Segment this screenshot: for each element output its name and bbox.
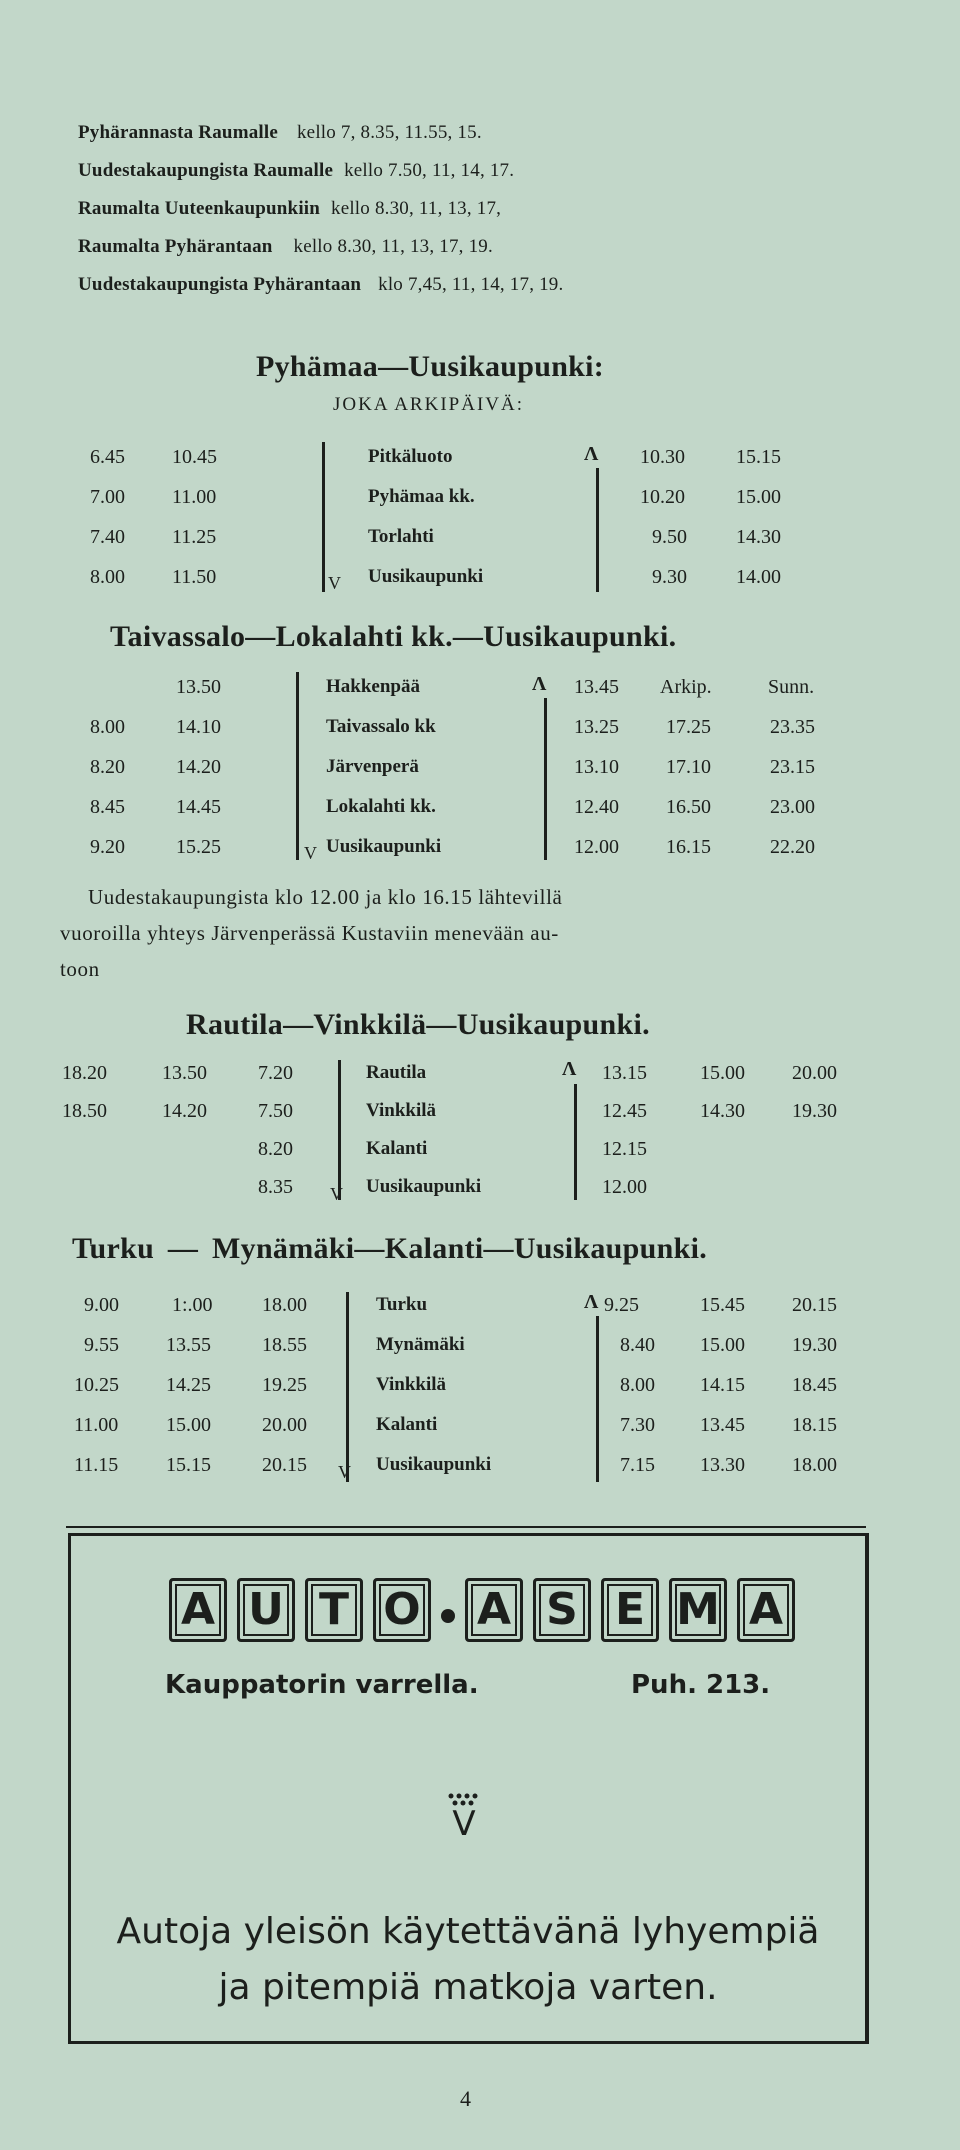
tai-right-4-2: 22.20 bbox=[770, 836, 815, 858]
logo-letter: S bbox=[533, 1578, 591, 1642]
rau-left-1-2: 7.50 bbox=[258, 1100, 293, 1122]
tai-station-4: Uusikaupunki bbox=[326, 836, 442, 857]
tur-station-1: Mynämäki bbox=[376, 1334, 465, 1355]
tur-right-1-2: 19.30 bbox=[792, 1334, 837, 1356]
tur-right-2-2: 18.45 bbox=[792, 1374, 837, 1396]
tai-right-1-2: 23.35 bbox=[770, 716, 815, 738]
tur-right-0-1: 15.45 bbox=[700, 1294, 745, 1316]
tur-right-4-2: 18.00 bbox=[792, 1454, 837, 1476]
tur-divider-left bbox=[346, 1292, 349, 1482]
tur-station-4: Uusikaupunki bbox=[376, 1454, 492, 1475]
tur-right-3-2: 18.15 bbox=[792, 1414, 837, 1436]
rau-left-0-1: 13.50 bbox=[162, 1062, 207, 1084]
tai-left-1-0: 8.00 bbox=[90, 716, 125, 738]
pyh-right-1-0: 10.20 bbox=[640, 486, 685, 508]
tai-left-3-0: 8.45 bbox=[90, 796, 125, 818]
tur-right-2-0: 8.00 bbox=[620, 1374, 655, 1396]
pyh-right-2-1: 14.30 bbox=[736, 526, 781, 548]
route-times: klo 7,45, 11, 14, 17, 19. bbox=[378, 274, 564, 295]
tai-right-3-0: 12.40 bbox=[574, 796, 619, 818]
logo-letter: M bbox=[669, 1578, 727, 1642]
logo-letter: E bbox=[601, 1578, 659, 1642]
logo-dot-icon bbox=[441, 1609, 455, 1623]
rau-left-2-2: 8.20 bbox=[258, 1138, 293, 1160]
pyh-divider-right bbox=[596, 468, 599, 592]
route-times: kello 8.30, 11, 13, 17, 19. bbox=[293, 236, 493, 257]
rau-right-0-2: 20.00 bbox=[792, 1062, 837, 1084]
pyh-right-1-1: 15.00 bbox=[736, 486, 781, 508]
tai-right-2-2: 23.15 bbox=[770, 756, 815, 778]
tur-left-2-1: 14.25 bbox=[166, 1374, 211, 1396]
tur-right-4-0: 7.15 bbox=[620, 1454, 655, 1476]
intro-route-0 bbox=[78, 122, 482, 144]
pyh-left-0-0: 6.45 bbox=[90, 446, 125, 468]
tai-station-2: Järvenperä bbox=[326, 756, 419, 777]
tur-left-4-0: 11.15 bbox=[74, 1454, 119, 1476]
tur-right-0-0: 9.25 bbox=[604, 1294, 639, 1316]
tur-left-4-2: 20.15 bbox=[262, 1454, 307, 1476]
rau-left-3-2: 8.35 bbox=[258, 1176, 293, 1198]
rau-left-0-2: 7.20 bbox=[258, 1062, 293, 1084]
tur-arrow-down-icon: V bbox=[338, 1462, 351, 1482]
tai-station-3: Lokalahti kk. bbox=[326, 796, 436, 817]
pyh-left-2-1: 11.25 bbox=[172, 526, 217, 548]
tur-right-1-1: 15.00 bbox=[700, 1334, 745, 1356]
tai-right-0-0: 13.45 bbox=[574, 676, 619, 698]
tai-right-2-1: 17.10 bbox=[666, 756, 711, 778]
rau-station-3: Uusikaupunki bbox=[366, 1176, 482, 1197]
ad-top-rule bbox=[66, 1526, 866, 1528]
tai-station-1: Taivassalo kk bbox=[326, 716, 436, 737]
pyh-right-3-0: 9.30 bbox=[652, 566, 687, 588]
section-title-pyhamaa: Pyhämaa—Uusikaupunki: bbox=[256, 350, 605, 383]
auto-asema-logo bbox=[169, 1578, 805, 1642]
intro-route-4 bbox=[78, 274, 563, 296]
pyh-station-0: Pitkäluoto bbox=[368, 446, 453, 467]
rau-station-1: Vinkkilä bbox=[366, 1100, 437, 1121]
intro-route-3 bbox=[78, 236, 493, 258]
route-times: kello 8.30, 11, 13, 17, bbox=[331, 198, 502, 219]
pyh-divider-left bbox=[322, 442, 325, 592]
pyh-right-2-0: 9.50 bbox=[652, 526, 687, 548]
tai-left-1-1: 14.10 bbox=[176, 716, 221, 738]
tur-arrow-up-icon: Λ bbox=[584, 1291, 599, 1313]
tur-right-2-1: 14.15 bbox=[700, 1374, 745, 1396]
pyh-left-1-0: 7.00 bbox=[90, 486, 125, 508]
tai-right-1-0: 13.25 bbox=[574, 716, 619, 738]
tur-left-2-2: 19.25 bbox=[262, 1374, 307, 1396]
tai-right-3-1: 16.50 bbox=[666, 796, 711, 818]
rau-divider-left bbox=[338, 1060, 341, 1200]
tur-left-3-1: 15.00 bbox=[166, 1414, 211, 1436]
tai-arrow-down-icon: V bbox=[304, 843, 317, 863]
tai-left-4-1: 15.25 bbox=[176, 836, 221, 858]
intro-route-1 bbox=[78, 160, 514, 182]
pyh-station-2: Torlahti bbox=[368, 526, 434, 547]
tai-left-2-1: 14.20 bbox=[176, 756, 221, 778]
logo-letter: U bbox=[237, 1578, 295, 1642]
rau-left-1-0: 18.50 bbox=[62, 1100, 107, 1122]
pyh-left-3-1: 11.50 bbox=[172, 566, 217, 588]
route-from: Raumalta Uuteenkaupunkiin bbox=[78, 198, 321, 219]
taivassalo-note-line-2: toon bbox=[60, 957, 100, 981]
ad-location: Kauppatorin varrella. bbox=[165, 1670, 479, 1700]
pyh-arrow-up-icon: Λ bbox=[584, 443, 599, 465]
section-title-rautila: Rautila—Vinkkilä—Uusikaupunki. bbox=[186, 1008, 650, 1041]
tai-right-4-1: 16.15 bbox=[666, 836, 711, 858]
advertisement-box bbox=[68, 1533, 869, 2044]
tur-left-0-0: 9.00 bbox=[84, 1294, 119, 1316]
tur-right-3-1: 13.45 bbox=[700, 1414, 745, 1436]
tai-right-1-1: 17.25 bbox=[666, 716, 711, 738]
tai-divider-right bbox=[544, 698, 547, 860]
tai-right-0-1: Arkip. bbox=[660, 676, 712, 698]
rau-left-1-1: 14.20 bbox=[162, 1100, 207, 1122]
pyh-right-0-0: 10.30 bbox=[640, 446, 685, 468]
rau-arrow-up-icon: Λ bbox=[562, 1058, 577, 1080]
tur-station-2: Vinkkilä bbox=[376, 1374, 447, 1395]
tur-right-1-0: 8.40 bbox=[620, 1334, 655, 1356]
tur-left-0-1: 1:.00 bbox=[172, 1294, 213, 1316]
pyh-left-1-1: 11.00 bbox=[172, 486, 217, 508]
pyh-left-3-0: 8.00 bbox=[90, 566, 125, 588]
pyh-station-3: Uusikaupunki bbox=[368, 566, 484, 587]
rau-divider-right bbox=[574, 1084, 577, 1200]
tur-left-1-1: 13.55 bbox=[166, 1334, 211, 1356]
pyh-station-1: Pyhämaa kk. bbox=[368, 486, 475, 507]
rau-right-3-0: 12.00 bbox=[602, 1176, 647, 1198]
rau-right-1-2: 19.30 bbox=[792, 1100, 837, 1122]
rau-right-1-0: 12.45 bbox=[602, 1100, 647, 1122]
route-from: Uudestakaupungista Raumalle bbox=[78, 160, 334, 181]
tai-right-4-0: 12.00 bbox=[574, 836, 619, 858]
rau-station-2: Kalanti bbox=[366, 1138, 428, 1159]
tur-left-1-2: 18.55 bbox=[262, 1334, 307, 1356]
route-times: kello 7, 8.35, 11.55, 15. bbox=[296, 122, 482, 143]
section-title-turku: Turku — Mynämäki—Kalanti—Uusikaupunki. bbox=[72, 1232, 708, 1265]
tur-left-3-2: 20.00 bbox=[262, 1414, 307, 1436]
taivassalo-note-line-1: vuoroilla yhteys Järvenperässä Kustaviin menevään au- bbox=[60, 921, 559, 945]
rau-right-0-1: 15.00 bbox=[700, 1062, 745, 1084]
tai-right-0-2: Sunn. bbox=[768, 676, 815, 698]
tur-right-4-1: 13.30 bbox=[700, 1454, 745, 1476]
route-from: Raumalta Pyhärantaan bbox=[78, 236, 273, 257]
route-from: Uudestakaupungista Pyhärantaan bbox=[78, 274, 362, 295]
logo-letter: T bbox=[305, 1578, 363, 1642]
logo-letter: A bbox=[169, 1578, 227, 1642]
tur-station-0: Turku bbox=[376, 1294, 428, 1315]
ornament-letter: V bbox=[452, 1804, 476, 1844]
route-from: Pyhärannasta Raumalle bbox=[78, 122, 279, 143]
pyh-left-2-0: 7.40 bbox=[90, 526, 125, 548]
rau-right-1-1: 14.30 bbox=[700, 1100, 745, 1122]
pyh-right-3-1: 14.00 bbox=[736, 566, 781, 588]
tai-left-4-0: 9.20 bbox=[90, 836, 125, 858]
ad-phone: Puh. 213. bbox=[631, 1670, 771, 1700]
pyh-right-0-1: 15.15 bbox=[736, 446, 781, 468]
ad-slogan-line-1: Autoja yleisön käytettävänä lyhyempiä bbox=[116, 1911, 820, 1952]
section-subtitle-pyhamaa: JOKA ARKIPÄIVÄ: bbox=[333, 394, 524, 415]
rau-arrow-down-icon: V bbox=[330, 1184, 343, 1204]
logo-letter: A bbox=[465, 1578, 523, 1642]
rau-right-0-0: 13.15 bbox=[602, 1062, 647, 1084]
rau-right-2-0: 12.15 bbox=[602, 1138, 647, 1160]
rau-left-0-0: 18.20 bbox=[62, 1062, 107, 1084]
tur-divider-right bbox=[596, 1316, 599, 1482]
tai-divider-left bbox=[296, 672, 299, 860]
tai-right-3-2: 23.00 bbox=[770, 796, 815, 818]
pyh-arrow-down-icon: V bbox=[328, 573, 341, 593]
page-number: 4 bbox=[460, 2086, 471, 2111]
intro-route-2 bbox=[78, 198, 501, 220]
logo-letter: O bbox=[373, 1578, 431, 1642]
tur-left-4-1: 15.15 bbox=[166, 1454, 211, 1476]
rau-station-0: Rautila bbox=[366, 1062, 427, 1083]
tur-left-2-0: 10.25 bbox=[74, 1374, 119, 1396]
tai-left-2-0: 8.20 bbox=[90, 756, 125, 778]
tai-arrow-up-icon: Λ bbox=[532, 673, 547, 695]
tur-left-0-2: 18.00 bbox=[262, 1294, 307, 1316]
tai-right-2-0: 13.10 bbox=[574, 756, 619, 778]
taivassalo-note-line-0: Uudestakaupungista klo 12.00 ja klo 16.15 lähtevillä bbox=[88, 885, 563, 909]
section-title-taivassalo: Taivassalo—Lokalahti kk.—Uusikaupunki. bbox=[110, 620, 677, 653]
tur-left-3-0: 11.00 bbox=[74, 1414, 119, 1436]
tur-station-3: Kalanti bbox=[376, 1414, 438, 1435]
tur-right-0-2: 20.15 bbox=[792, 1294, 837, 1316]
tur-left-1-0: 9.55 bbox=[84, 1334, 119, 1356]
pyh-left-0-1: 10.45 bbox=[172, 446, 217, 468]
tai-left-0-1: 13.50 bbox=[176, 676, 221, 698]
logo-letter: A bbox=[737, 1578, 795, 1642]
tur-right-3-0: 7.30 bbox=[620, 1414, 655, 1436]
ad-slogan-line-2: ja pitempiä matkoja varten. bbox=[218, 1967, 718, 2008]
route-times: kello 7.50, 11, 14, 17. bbox=[344, 160, 515, 181]
tai-left-3-1: 14.45 bbox=[176, 796, 221, 818]
tai-station-0: Hakkenpää bbox=[326, 676, 420, 697]
